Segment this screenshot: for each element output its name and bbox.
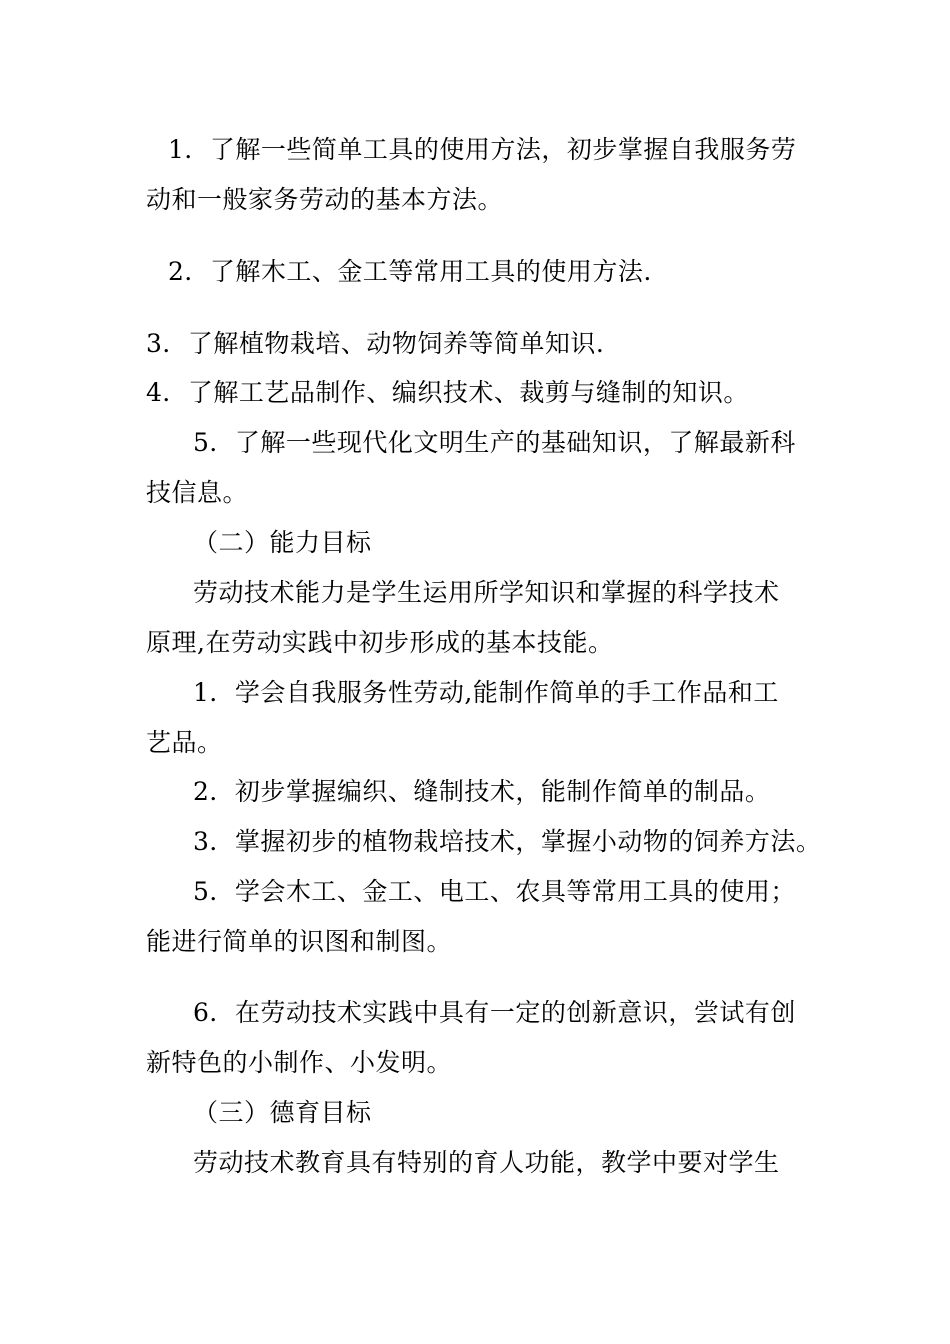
text-line-3: 2．了解木工、金工等常用工具的使用方法.: [168, 257, 652, 286]
section-heading-ability: （二）能力目标: [193, 528, 372, 557]
text-line-4: 3．了解植物栽培、动物饲养等简单知识.: [146, 329, 605, 358]
text-line-16: 能进行简单的识图和制图。: [146, 927, 453, 956]
text-line-9: 劳动技术能力是学生运用所学知识和掌握的科学技术: [193, 578, 780, 607]
text-line-12: 艺品。: [146, 728, 223, 757]
text-line-7: 技信息。: [146, 478, 249, 507]
text-line-15: 5．学会木工、金工、电工、农具等常用工具的使用；: [193, 877, 796, 906]
text-line-11: 1．学会自我服务性劳动,能制作简单的手工作品和工: [193, 678, 779, 707]
text-line-14: 3．掌握初步的植物栽培技术，掌握小动物的饲养方法。: [193, 827, 822, 856]
text-line-5: 4．了解工艺品制作、编织技术、裁剪与缝制的知识。: [146, 378, 749, 407]
text-line-10: 原理,在劳动实践中初步形成的基本技能。: [146, 628, 614, 657]
text-line-20: 劳动技术教育具有特别的育人功能，教学中要对学生: [193, 1148, 780, 1177]
text-line-2: 动和一般家务劳动的基本方法。: [146, 185, 504, 214]
text-line-17: 6．在劳动技术实践中具有一定的创新意识，尝试有创: [193, 998, 796, 1027]
text-line-18: 新特色的小制作、小发明。: [146, 1048, 453, 1077]
section-heading-moral: （三）德育目标: [193, 1098, 372, 1127]
text-line-13: 2．初步掌握编织、缝制技术，能制作简单的制品。: [193, 777, 771, 806]
text-line-6: 5．了解一些现代化文明生产的基础知识，了解最新科: [193, 428, 796, 457]
text-line-1: 1．了解一些简单工具的使用方法，初步掌握自我服务劳: [168, 135, 797, 164]
